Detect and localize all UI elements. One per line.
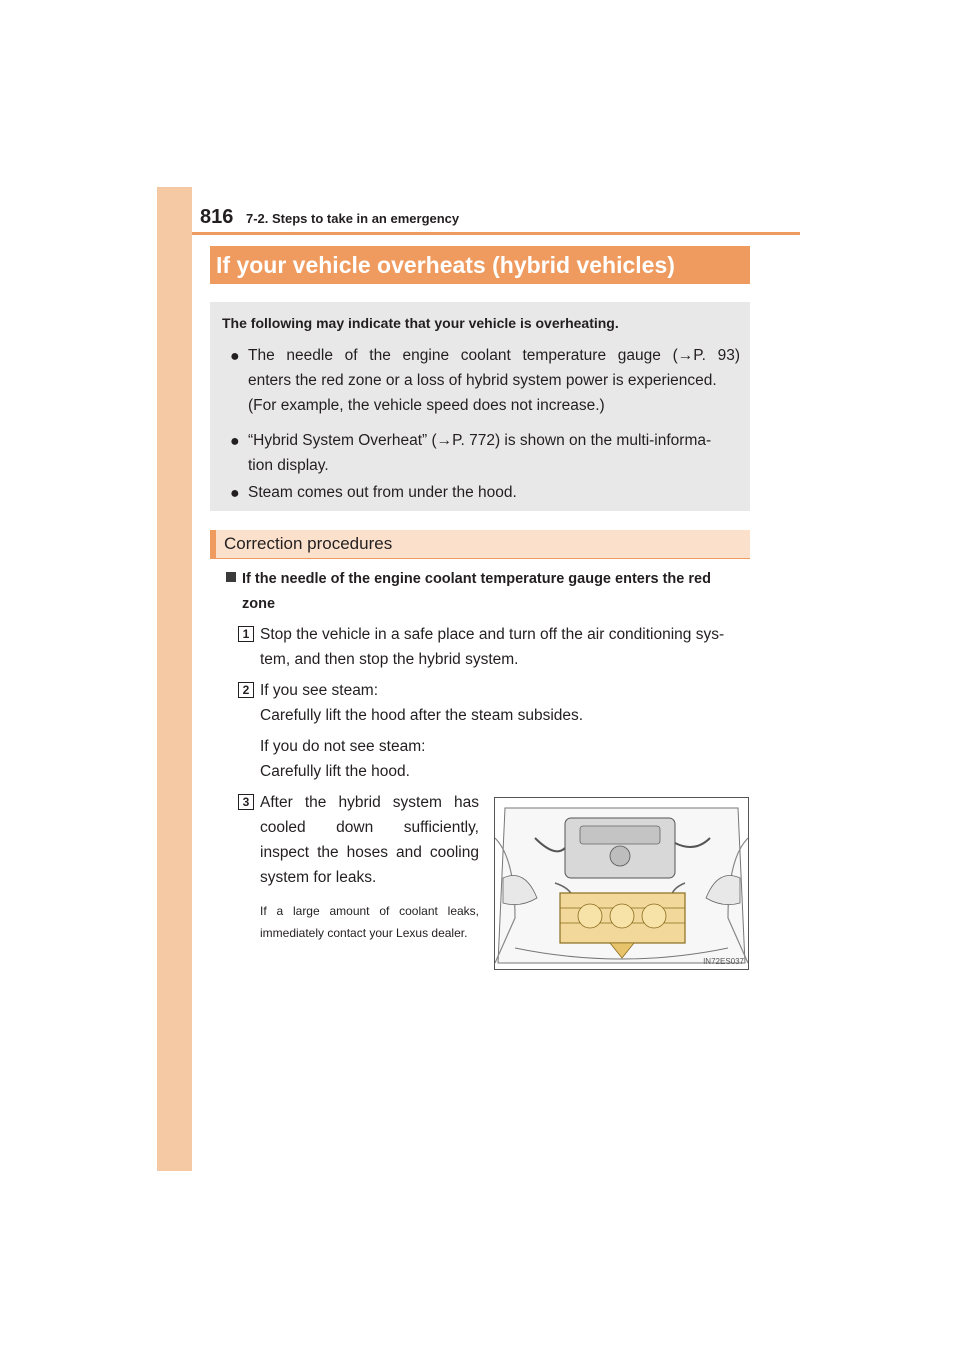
bullet-1-line-2: enters the red zone or a loss of hybrid system power is experienced.	[248, 372, 717, 389]
step-2-steam-action: Carefully lift the hood after the steam subsides.	[260, 707, 584, 724]
section-heading-bar	[210, 530, 750, 559]
bullet-2-line-2: tion display.	[248, 457, 329, 474]
section-heading: Correction procedures	[224, 534, 393, 553]
step-3-line-2: cooled down sufficiently,	[260, 819, 479, 836]
step-3-line-3: inspect the hoses and cooling	[260, 844, 479, 861]
bullet-1-line-1: The needle of the engine coolant temperature gauge (→P. 93)	[248, 347, 740, 364]
step-3-note: If a large amount of coolant leaks, immediately contact your Lexus dealer.	[260, 904, 479, 940]
figure-code: IN72ES037	[703, 957, 744, 966]
bullet-3-line-1: Steam comes out from under the hood.	[248, 484, 517, 501]
page-title-bar	[210, 246, 750, 284]
engine-compartment-illustration	[494, 797, 749, 970]
step-number-1: 1	[238, 626, 254, 642]
page-title: If your vehicle overheats (hybrid vehicles)	[216, 252, 675, 278]
step-1-line-1: Stop the vehicle in a safe place and turn off the air conditioning sys-	[260, 626, 725, 643]
bullet-icon: ●	[230, 348, 240, 365]
condition-line-2: zone	[242, 596, 276, 612]
step-2-steam-label: If you see steam:	[260, 682, 379, 699]
engine-drawing	[495, 798, 748, 969]
bullet-1-line-3: (For example, the vehicle speed does not increase.)	[248, 397, 605, 414]
step-2-no-steam-action: Carefully lift the hood.	[260, 763, 410, 780]
header-divider	[192, 232, 800, 235]
page-number: 816	[200, 206, 234, 228]
condition-line-1: If the needle of the engine coolant temperature gauge enters the red	[242, 571, 711, 587]
bullet-icon: ●	[230, 485, 240, 502]
step-3-line-4: system for leaks.	[260, 869, 377, 886]
overheat-indicators-box	[210, 302, 750, 511]
bullet-2-line-1: “Hybrid System Overheat” (→P. 772) is shown on the multi-informa-	[248, 432, 712, 449]
bullet-icon: ●	[230, 433, 240, 450]
side-color-strip	[157, 187, 192, 1171]
info-lead: The following may indicate that your vehicle is overheating.	[222, 315, 619, 331]
step-number-2: 2	[238, 682, 254, 698]
step-1-line-2: tem, and then stop the hybrid system.	[260, 651, 519, 668]
step-number-3: 3	[238, 794, 254, 810]
step-3-line-1: After the hybrid system has	[260, 794, 479, 811]
chapter-title: 7-2. Steps to take in an emergency	[246, 211, 460, 226]
square-bullet-icon	[226, 572, 236, 582]
step-2-no-steam-label: If you do not see steam:	[260, 738, 426, 755]
